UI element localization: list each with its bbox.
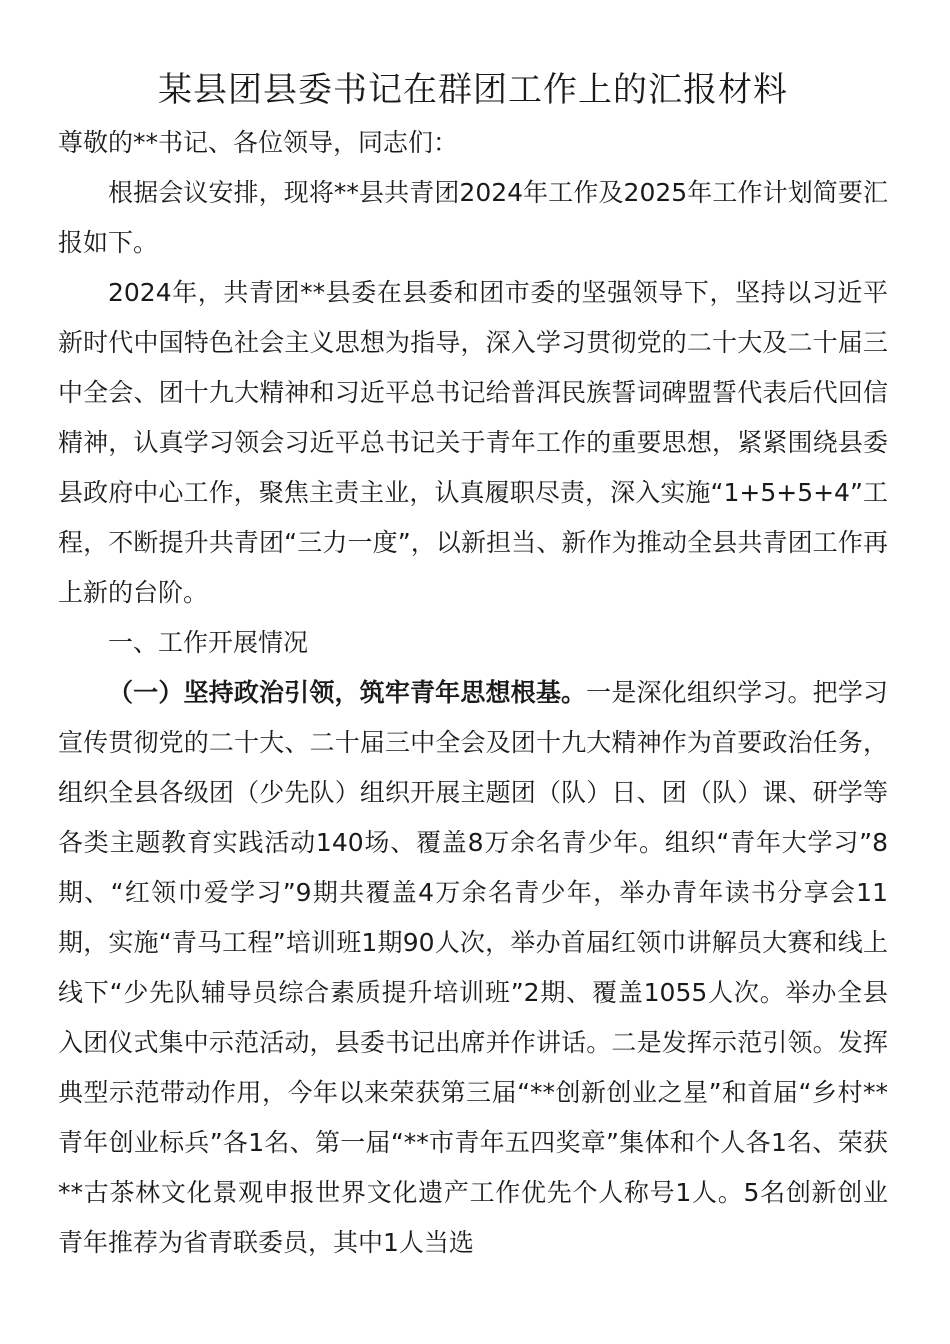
subsection-bold-lead: （一）坚持政治引领，筑牢青年思想根基。 (108, 678, 587, 707)
subsection-body-text: 一是深化组织学习。把学习宣传贯彻党的二十大、二十届三中全会及团十九大精神作为首要政治任务，组织全县各级团（少先队）组织开展主题团（队）日、团（队）课、研学等各类主题教育实践活动140场、覆盖8万余名青少年。组织“青年大学习”8期、“红领巾爱学习”9期共覆盖4万余名青少年，举办青年读书分享会11期，实施“青马工程”培训班1期90人次，举办首届红领巾讲解员大赛和线上线下“少先队辅导员综合素质提升培训班”2期、覆盖1055人次。举办全县入团仪式集中示范活动，县委书记出席并作讲话。二是发挥示范引领。发挥典型示范带动作用，今年以来荣获第三届“**创新创业之星”和首届“乡村**青年创业标兵”各1名、第一届“**市青年五四奖章”集体和个人各1名、荣获**古茶林文化景观申报世界文化遗产工作优先个人称号1人。5名创新创业青年推荐为省青联委员，其中1人当选 (58, 678, 888, 1257)
document-title: 某县团县委书记在群团工作上的汇报材料 (158, 70, 788, 110)
summary-paragraph: 2024年，共青团**县委在县委和团市委的坚强领导下，坚持以习近平新时代中国特色社会主义思想为指导，深入学习贯彻党的二十大及二十届三中全会、团十九大精神和习近平总书记给普洱民族誓词碑盟誓代表后代回信精神，认真学习领会习近平总书记关于青年工作的重要思想，紧紧围绕县委县政府中心工作，聚焦主责主业，认真履职尽责，深入实施“1+5+5+4”工程，不断提升共青团“三力一度”，以新担当、新作为推动全县共青团工作再上新的台阶。 (58, 278, 888, 607)
salutation: 尊敬的**书记、各位领导，同志们： (58, 128, 459, 157)
document-page (58, 62, 888, 1268)
section-heading: 一、工作开展情况 (108, 628, 309, 657)
intro-paragraph: 根据会议安排，现将**县共青团2024年工作及2025年工作计划简要汇报如下。 (58, 178, 888, 257)
subsection-paragraph (58, 668, 888, 1268)
